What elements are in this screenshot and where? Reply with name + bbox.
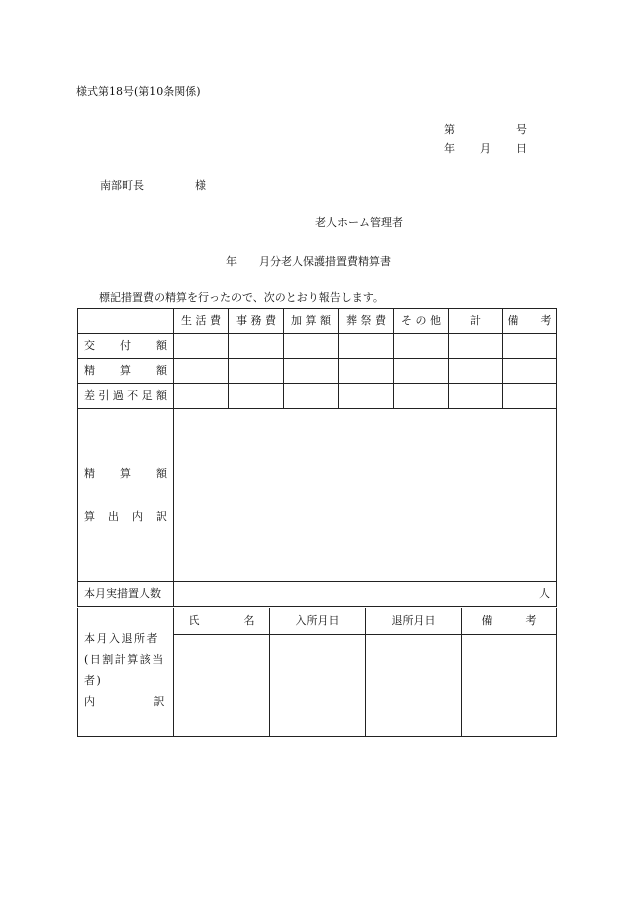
table-cell[interactable] — [229, 359, 284, 384]
header-funeral-cost: 葬 祭 費 — [339, 309, 394, 334]
header-remarks: 備 考 — [503, 309, 557, 334]
table-cell[interactable] — [503, 359, 557, 384]
doc-title-year: 年 — [226, 255, 237, 268]
table-cell[interactable] — [229, 334, 284, 359]
header-remarks-2: 備 考 — [462, 608, 557, 634]
table-cell[interactable] — [449, 359, 503, 384]
residents-value-cell[interactable] — [174, 582, 557, 607]
doc-number-prefix: 第 — [444, 123, 455, 136]
header-additional: 加 算 額 — [284, 309, 339, 334]
name-cell[interactable] — [174, 634, 270, 736]
calculation-row — [78, 409, 557, 582]
table-cell[interactable] — [339, 384, 394, 409]
header-name: 氏 名 — [174, 608, 270, 634]
table-cell[interactable] — [503, 334, 557, 359]
table-cell[interactable] — [284, 359, 339, 384]
table-cell[interactable] — [284, 334, 339, 359]
table-cell[interactable] — [174, 359, 229, 384]
movement-label: 本月入退所者 (日割計算該当 者) 内 訳 — [78, 608, 174, 736]
row-label-difference: 差 引 過 不 足 額 — [78, 384, 174, 409]
date-day: 日 — [516, 142, 527, 155]
table-header-row — [78, 309, 557, 334]
table-row — [78, 359, 557, 384]
sender-title: 老人ホーム管理者 — [315, 216, 403, 229]
movement-table — [77, 608, 557, 737]
header-other: そ の 他 — [394, 309, 449, 334]
admission-date-cell[interactable] — [270, 634, 366, 736]
remarks-cell[interactable] — [462, 634, 557, 736]
table-cell[interactable] — [339, 359, 394, 384]
table-cell[interactable] — [394, 359, 449, 384]
residents-unit: 人 — [539, 587, 550, 601]
table-row — [78, 384, 557, 409]
settlement-table — [77, 308, 557, 607]
header-living-cost: 生 活 費 — [174, 309, 229, 334]
header-discharge-date: 退所月日 — [366, 608, 462, 634]
residents-row — [78, 582, 557, 607]
header-admin-cost: 事 務 費 — [229, 309, 284, 334]
discharge-date-cell[interactable] — [366, 634, 462, 736]
addressee-honorific: 様 — [195, 179, 206, 192]
calculation-details-area[interactable] — [174, 409, 557, 582]
table-cell[interactable] — [174, 334, 229, 359]
residents-label: 本月実措置人数 — [78, 582, 174, 607]
doc-title: 月分老人保護措置費精算書 — [259, 255, 391, 268]
row-label-issued: 交 付 額 — [78, 334, 174, 359]
form-number: 様式第18号(第10条関係) — [76, 85, 201, 98]
doc-number-suffix: 号 — [516, 123, 527, 136]
movement-header-row — [78, 608, 557, 634]
table-cell[interactable] — [394, 334, 449, 359]
table-row — [78, 334, 557, 359]
header-total: 計 — [449, 309, 503, 334]
date-month: 月 — [480, 142, 491, 155]
row-label-settled: 精 算 額 — [78, 359, 174, 384]
intro-text: 標記措置費の精算を行ったので、次のとおり報告します。 — [99, 291, 384, 304]
header-blank-cell — [78, 309, 174, 334]
addressee-name: 南部町長 — [100, 179, 144, 192]
table-cell[interactable] — [174, 384, 229, 409]
table-cell[interactable] — [284, 384, 339, 409]
header-admission-date: 入所月日 — [270, 608, 366, 634]
table-cell[interactable] — [503, 384, 557, 409]
table-cell[interactable] — [339, 334, 394, 359]
table-cell[interactable] — [449, 334, 503, 359]
table-cell[interactable] — [449, 384, 503, 409]
table-cell[interactable] — [229, 384, 284, 409]
calculation-label: 精 算 額 算 出 内 訳 — [78, 409, 174, 582]
table-cell[interactable] — [394, 384, 449, 409]
date-year: 年 — [444, 142, 455, 155]
